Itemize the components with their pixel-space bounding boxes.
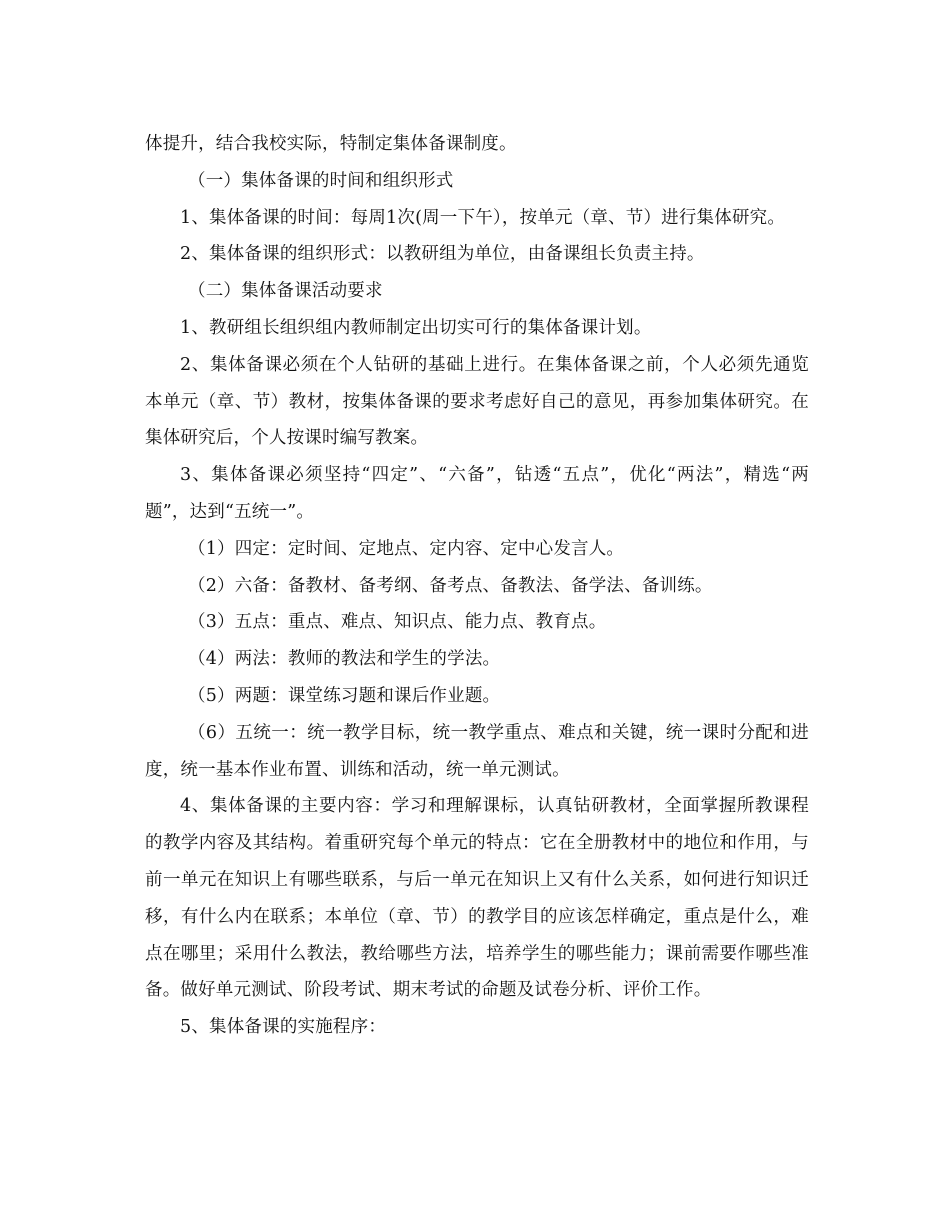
sub-item: （1）四定：定时间、定地点、定内容、定中心发言人。 [188,538,625,559]
paragraph-item: 3、集体备课必须坚持“四定”、“六备”，钻透“五点”，优化“两法”，精选“两题”，达到“五统一”。 [145,465,809,522]
sub-item: （5）两题：课堂练习题和课后作业题。 [188,685,501,706]
paragraph-continuation: 体提升，结合我校实际，特制定集体备课制度。 [145,134,517,154]
paragraph-item: 1、教研组长组织组内教师制定出切实可行的集体备课计划。 [180,317,652,338]
sub-item: （4）两法：教师的教法和学生的学法。 [188,649,501,670]
sub-item: （6）五统一：统一教学目标，统一教学重点、难点和关键，统一课时分配和进度，统一基本作业布置、训练和活动，统一单元测试。 [145,722,809,780]
sub-item: （2）六备：备教材、备考纲、备考点、备教法、备学法、备训练。 [188,575,713,596]
paragraph-item: 5、集体备课的实施程序： [180,1017,387,1038]
document-body [145,126,809,1046]
paragraph-item: 4、集体备课的主要内容：学习和理解课标，认真钻研教材，全面掌握所教课程的教学内容及其结构。着重研究每个单元的特点：它在全册教材中的地位和作用，与前一单元在知识上有哪些联系，与后一单元在知识上又有什么关系，如何进行知识迁移，有什么内在联系；本单位（章、节）的教学目的应该怎样确定，重点是什么，难点在哪里；采用什么教法，教给哪些方法，培养学生的哪些能力；课前需要作哪些准备。做好单元测试、阶段考试、期末考试的命题及试卷分析、评价工作。 [145,796,809,1001]
paragraph-item: 1、集体备课的时间：每周1次(周一下午），按单元（章、节）进行集体研究。 [180,207,786,228]
section-heading-2: （二）集体备课活动要求 [188,281,383,302]
paragraph-item: 2、集体备课的组织形式：以教研组为单位，由备课组长负责主持。 [180,244,705,265]
sub-item: （3）五点：重点、难点、知识点、能力点、教育点。 [188,612,607,633]
section-heading-1: （一）集体备课的时间和组织形式 [188,170,454,191]
paragraph-item: 2、集体备课必须在个人钻研的基础上进行。在集体备课之前，个人必须先通览本单元（章、节）教材，按集体备课的要求考虑好自己的意见，再参加集体研究。在集体研究后，个人按课时编写教案。 [145,354,809,449]
